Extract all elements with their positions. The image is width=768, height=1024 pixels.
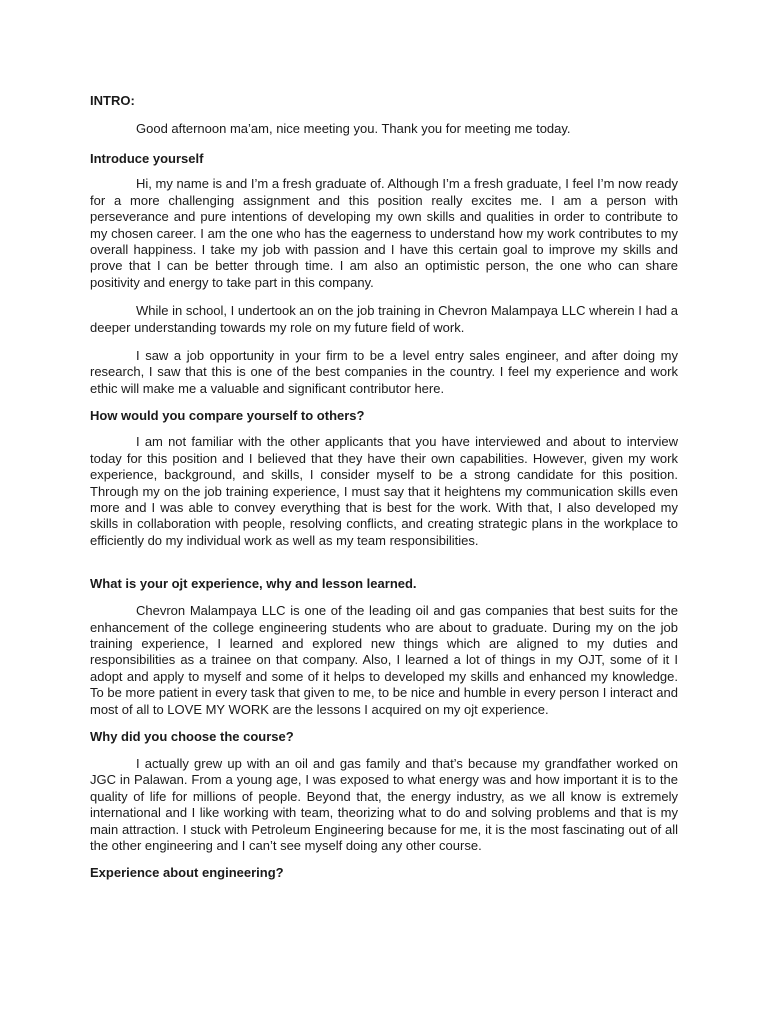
engineering-heading: Experience about engineering? [90,865,284,881]
introduce-paragraph-1: Hi, my name is and I’m a fresh graduate of. Although I’m a fresh graduate, I feel I’m now ready for a more challenging assignment and this position really excites me. I am a person with perseverance and pure intentions of developing my own skills and qualities in order to contribute to my chosen career. I am the one who has the eagerness to understand how my work contributes to my overall happiness. I take my job with passion and I have this certain goal to improve my skills and prove that I can be better through time. I am also an optimistic person, the one who can share positivity and energy to take part in this company. [90,176,678,290]
compare-heading: How would you compare yourself to others? [90,408,365,424]
ojt-heading: What is your ojt experience, why and lesson learned. [90,576,417,592]
introduce-yourself-heading: Introduce yourself [90,151,204,167]
introduce-paragraph-3: I saw a job opportunity in your firm to be a level entry sales engineer, and after doing my research, I saw that this is one of the best companies in the country. I feel my experience and work ethic will make me a valuable and significant contributor here. [90,348,678,396]
course-paragraph: I actually grew up with an oil and gas family and that’s because my grandfather worked on JGC in Palawan. From a young age, I was exposed to what energy was and how important it is to the quality of life for millions of people. Beyond that, the energy industry, as we all know is extremely international and I like working with team, theorizing what to do and solving problems and that is my main attraction. I stuck with Petroleum Engineering because for me, it is the most fascinating out of all the other engineering and I can’t see myself doing any other course. [90,755,678,853]
course-heading: Why did you choose the course? [90,728,294,744]
introduce-paragraph-2: While in school, I undertook an on the job training in Chevron Malampaya LLC wherein I had a deeper understanding towards my role on my future field of work. [90,303,678,335]
document-page [90,93,678,881]
intro-greeting: Good afternoon ma’am, nice meeting you. Thank you for meeting me today. [136,121,571,136]
compare-paragraph: I am not familiar with the other applicants that you have interviewed and about to interview today for this position and I believed that they have their own capabilities. However, given my work experience, background, and skills, I consider myself to be a strong candidate for this position. Through my on the job training experience, I must say that it heightens my communication skills even more and I was able to convey everything that is best for the work. With that, I also developed my skills in collaboration with people, resolving conflicts, and creating strategic plans in the workplace to efficiently do my individual work as well as my team responsibilities. [90,434,678,548]
ojt-paragraph: Chevron Malampaya LLC is one of the leading oil and gas companies that best suits for the enhancement of the college engineering students who are about to graduate. During my on the job training experience, I learned and explored new things which are aligned to my duties and responsibilities as a trainee on that company. Also, I learned a lot of things in my OJT, some of it I adopt and apply to myself and some of it helps to developed my skills and enhanced my knowledge. To be more patient in every task that given to me, to be nice and humble in every person I interact and most of all to LOVE MY WORK are the lessons I acquired on my ojt experience. [90,603,678,717]
intro-heading: INTRO: [90,93,135,108]
